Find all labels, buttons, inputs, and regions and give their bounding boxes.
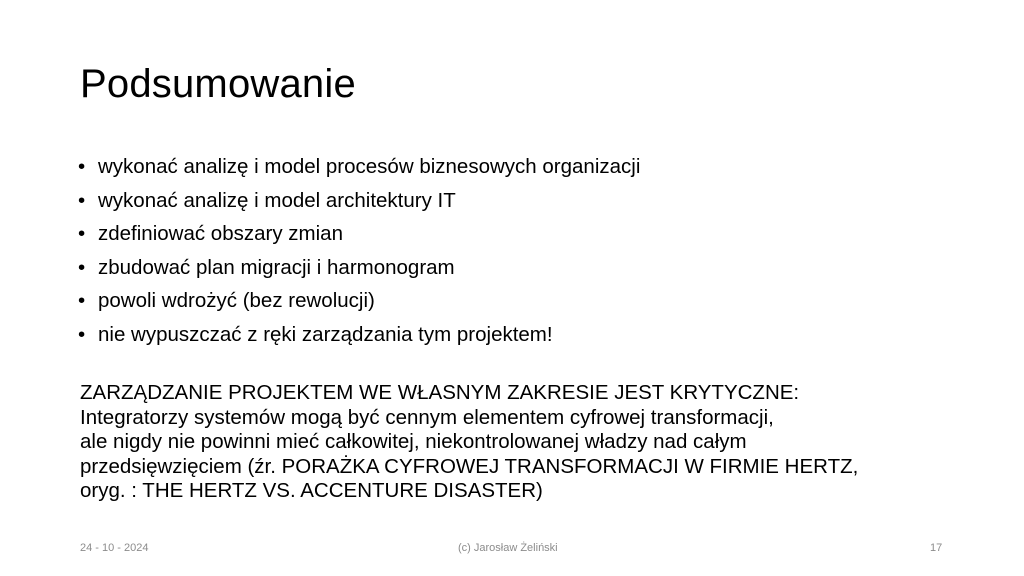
bullet-dot-icon: • <box>78 289 86 313</box>
bullet-dot-icon: • <box>78 155 86 178</box>
summary-line: Integratorzy systemów mogą być cennym elementem cyfrowej transformacji, <box>80 405 774 429</box>
bullet-item <box>78 184 640 218</box>
summary-line: ale nigdy nie powinni mieć całkowitej, niekontrolowanej władzy nad całym <box>80 430 747 453</box>
bullet-dot-icon: • <box>78 188 86 212</box>
bullet-dot-icon: • <box>78 255 86 279</box>
bullet-text: wykonać analizę i model architektury IT <box>98 188 456 212</box>
page-number: 17 <box>930 542 943 554</box>
bullet-item <box>78 217 640 251</box>
bullet-item <box>78 318 640 352</box>
bullet-text: wykonać analizę i model procesów biznesowych organizacji <box>98 155 641 178</box>
footer-date: 24 - 10 - 2024 <box>80 542 149 554</box>
bullet-item <box>78 150 640 184</box>
bullet-item <box>78 251 640 285</box>
slide-title: Podsumowanie <box>80 62 356 106</box>
bullet-text: powoli wdrożyć (bez rewolucji) <box>98 289 375 313</box>
footer-author: (c) Jarosław Żeliński <box>458 542 558 554</box>
bullet-item <box>78 284 640 318</box>
bullet-text: zdefiniować obszary zmian <box>98 222 343 246</box>
summary-paragraph <box>80 381 960 504</box>
summary-line: oryg. : THE HERTZ VS. ACCENTURE DISASTER) <box>80 479 543 502</box>
bullet-text: nie wypuszczać z ręki zarządzania tym projektem! <box>98 322 553 346</box>
bullet-dot-icon: • <box>78 222 86 246</box>
bullet-text: zbudować plan migracji i harmonogram <box>98 255 455 279</box>
bullet-list <box>78 150 640 352</box>
bullet-dot-icon: • <box>78 322 86 346</box>
summary-heading: ZARZĄDZANIE PROJEKTEM WE WŁASNYM ZAKRESIE JEST KRYTYCZNE: <box>80 381 800 404</box>
summary-line: przedsięwzięciem (źr. PORAŻKA CYFROWEJ TRANSFORMACJI W FIRMIE HERTZ, <box>80 454 859 478</box>
